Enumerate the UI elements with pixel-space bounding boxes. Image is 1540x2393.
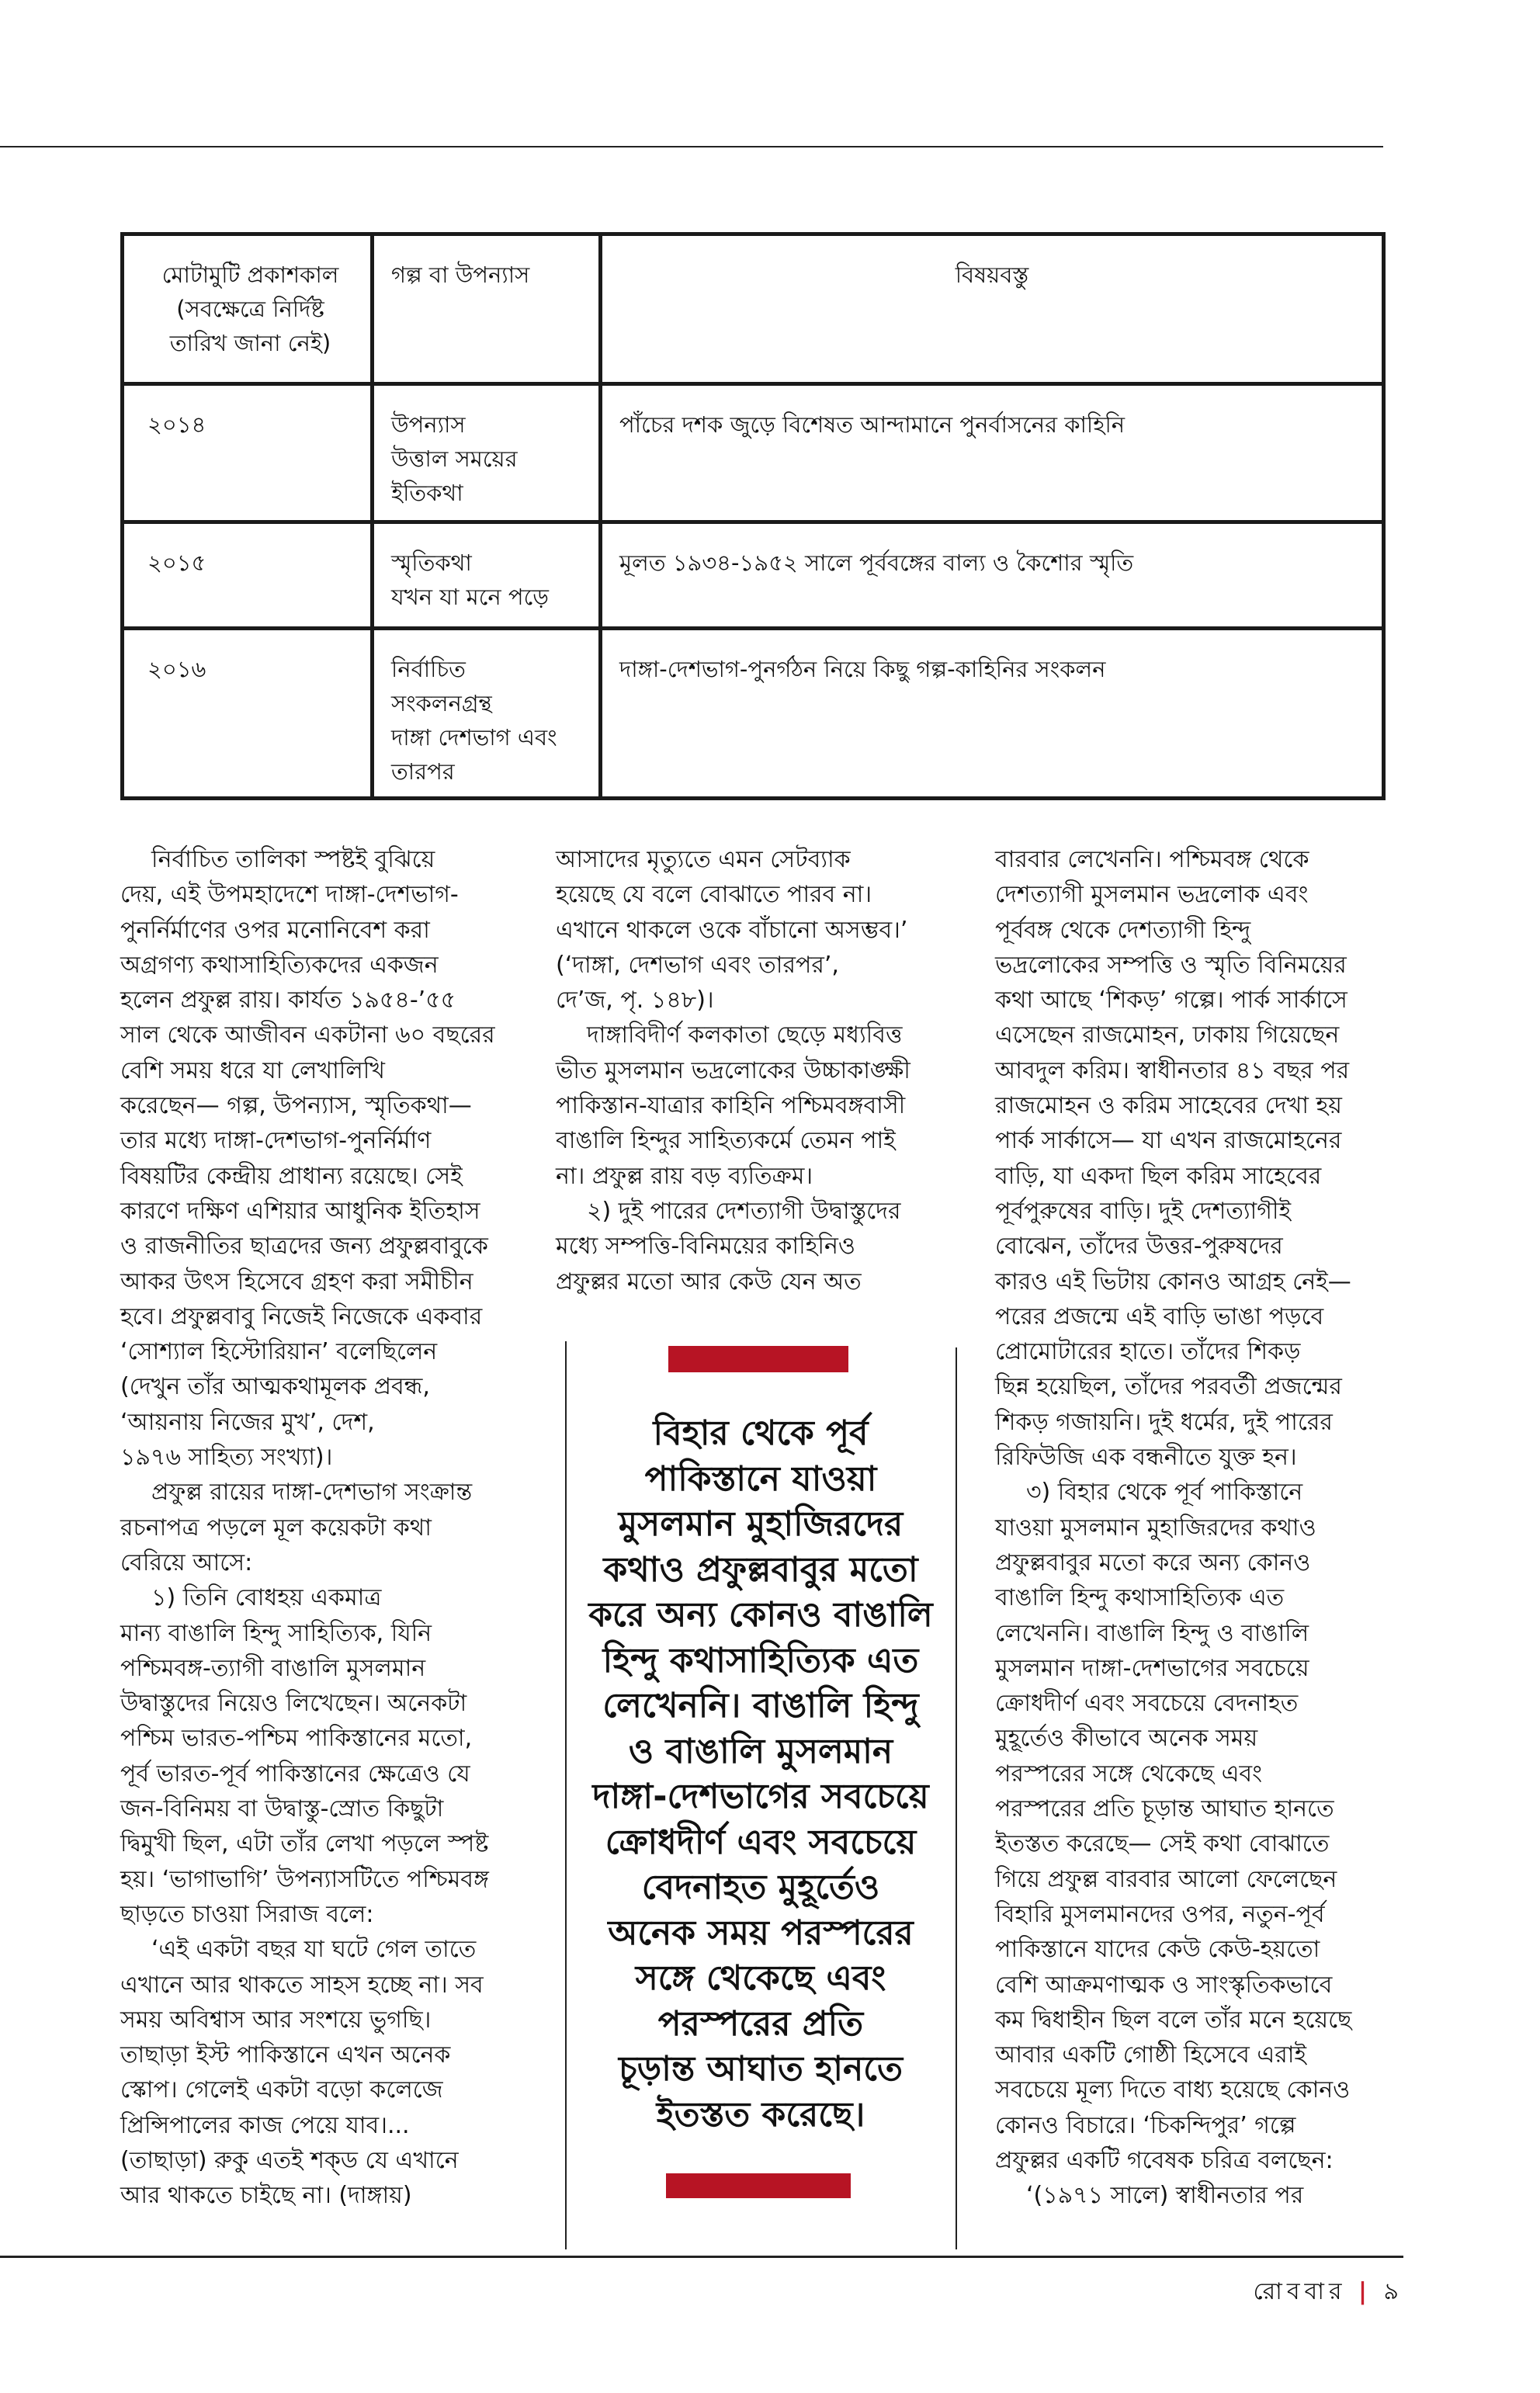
text-line: এখানে থাকলে ওকে বাঁচানো অসম্ভব।’ <box>556 916 908 944</box>
text-line: বিহারি মুসলমানদের ওপর, নতুন-পূর্ব <box>995 1900 1325 1928</box>
header-text: বিষয়বস্তু <box>955 262 1029 288</box>
pull-quote-line: চূড়ান্ত আঘাত হানতে <box>619 2049 903 2089</box>
text-line: প্রফুল্ল রায়ের দাঙ্গা-দেশভাগ সংক্রান্ত <box>151 1479 473 1507</box>
text-line: পাকিস্তানে যাদের কেউ কেউ-হয়তো <box>995 1936 1320 1964</box>
subject-cell: পাঁচের দশক জুড়ে বিশেষত আন্দামানে পুনর্বাসনের কাহিনি <box>601 384 1384 522</box>
work-text: নির্বাচিত <box>391 656 466 682</box>
text-line: প্রোমোটারের হাতে। তাঁদের শিকড় <box>995 1338 1301 1366</box>
text-line: হয়। ‘ভাগাভাগি’ উপন্যাসটিতে পশ্চিমবঙ্গ <box>120 1865 489 1893</box>
text-line: পূর্ববঙ্গ থেকে দেশত্যাগী হিন্দু <box>995 916 1251 944</box>
table-header-row <box>123 234 1384 384</box>
pull-quote-line: মুসলমান মুহাজিরদের <box>618 1504 904 1544</box>
footer-separator: | <box>1358 2278 1372 2305</box>
work-text: উত্তাল সময়ের <box>391 446 518 472</box>
text-line: না। প্রফুল্ল রায় বড় ব্যতিক্রম। <box>556 1162 813 1190</box>
text-line: সাল থেকে আজীবন একটানা ৬০ বছরের <box>120 1021 495 1049</box>
text-line: জন-বিনিময় বা উদ্বাস্তু-স্রোত কিছুটা <box>120 1795 444 1823</box>
pull-quote-top-bar <box>668 1346 848 1372</box>
year-cell: ২০১৪ <box>123 384 373 522</box>
bottom-rule <box>0 2256 1403 2258</box>
work-cell <box>373 522 601 629</box>
text-line: হয়েছে যে বলে বোঝাতে পারব না। <box>556 881 872 909</box>
text-line: দেশত্যাগী মুসলমান ভদ্রলোক এবং <box>995 881 1309 909</box>
text-line: ‘সোশ্যাল হিস্টোরিয়ান’ বলেছিলেন <box>120 1338 438 1366</box>
year-cell: ২০১৫ <box>123 522 373 629</box>
text-line: কারও এই ভিটায় কোনও আগ্রহ নেই— <box>995 1268 1351 1295</box>
text-line: দাঙ্গাবিদীর্ণ কলকাতা ছেড়ে মধ্যবিত্ত <box>587 1021 903 1049</box>
text-line: পার্ক সার্কাসে— যা এখন রাজমোহনের <box>995 1127 1342 1155</box>
text-line: বাড়ি, যা একদা ছিল করিম সাহেবের <box>995 1162 1322 1190</box>
pull-quote-line: হিন্দু কথাসাহিত্যিক এত <box>602 1640 919 1680</box>
text-line: মুসলমান দাঙ্গা-দেশভাগের সবচেয়ে <box>995 1654 1309 1682</box>
page-number: ৯ <box>1383 2278 1403 2305</box>
work-text: স্মৃতিকথা <box>391 550 472 576</box>
pull-quote-line: ও বাঙালি মুসলমান <box>628 1731 893 1771</box>
text-line: (তাছাড়া) রুকু এতই শক্‌ড যে এখানে <box>120 2146 459 2174</box>
text-line: যাওয়া মুসলমান মুহাজিরদের কথাও <box>995 1514 1316 1542</box>
text-line: বেশি আক্রমণাত্মক ও সাংস্কৃতিকভাবে <box>995 1971 1333 1999</box>
header-text: মোটামুটি প্রকাশকাল <box>161 262 339 288</box>
text-line: পুনর্নির্মাণের ওপর মনোনিবেশ করা <box>120 916 430 944</box>
text-line: রচনাপত্র পড়লে মূল কয়েকটা কথা <box>120 1514 432 1542</box>
work-text: ইতিকথা <box>391 480 463 506</box>
text-line: বেশি সময় ধরে যা লেখালিখি <box>120 1056 385 1084</box>
table-row <box>123 522 1384 629</box>
text-line: পরস্পরের সঙ্গে থেকেছে এবং <box>995 1760 1263 1788</box>
text-line: ভীত মুসলমান ভদ্রলোকের উচ্চাকাঙ্ক্ষী <box>556 1056 910 1084</box>
work-cell <box>373 384 601 522</box>
text-line: ১৯৭৬ সাহিত্য সংখ্যা)। <box>120 1444 333 1472</box>
table-row <box>123 384 1384 522</box>
text-line: ৩) বিহার থেকে পূর্ব পাকিস্তানে <box>1026 1479 1303 1507</box>
article-column-2 <box>556 842 928 1299</box>
text-line: পরের প্রজন্মে এই বাড়ি ভাঙা পড়বে <box>995 1302 1324 1330</box>
text-line: মান্য বাঙালি হিন্দু সাহিত্যিক, যিনি <box>120 1619 432 1647</box>
subject-cell: দাঙ্গা-দেশভাগ-পুনর্গঠন নিয়ে কিছু গল্প-কাহিনির সংকলন <box>601 629 1384 799</box>
text-line: গিয়ে প্রফুল্ল বারবার আলো ফেলেছেন <box>995 1865 1337 1893</box>
header-subject <box>601 234 1384 384</box>
article-column-3 <box>995 842 1383 2214</box>
pull-quote-line: ইতস্তত করেছে। <box>656 2094 865 2135</box>
work-text: সংকলনগ্রন্থ <box>391 690 492 716</box>
text-line: করেছেন— গল্প, উপন্যাস, স্মৃতিকথা— <box>120 1092 472 1120</box>
work-text: তারপর <box>391 758 455 785</box>
text-line: আবার একটি গোষ্ঠী হিসেবে এরাই <box>995 2041 1307 2069</box>
text-line: সময় অবিশ্বাস আর সংশয়ে ভুগছি। <box>120 2006 432 2034</box>
text-line: লেখেননি। বাঙালি হিন্দু ও বাঙালি <box>995 1619 1309 1647</box>
text-line: এসেছেন রাজমোহন, ঢাকায় গিয়েছেন <box>995 1021 1340 1049</box>
text-line: (দেখুন তাঁর আত্মকথামূলক প্রবন্ধ, <box>120 1373 430 1401</box>
text-line: ‘আয়নায় নিজের মুখ’, দেশ, <box>120 1408 375 1436</box>
subject-cell: মূলত ১৯৩৪-১৯৫২ সালে পূর্ববঙ্গের বাল্য ও কৈশোর স্মৃতি <box>601 522 1384 629</box>
text-line: পশ্চিমবঙ্গ-ত্যাগী বাঙালি মুসলমান <box>120 1654 426 1682</box>
text-line: ইতস্তত করেছে— সেই কথা বোঝাতে <box>995 1830 1330 1858</box>
text-line: পূর্ব ভারত-পূর্ব পাকিস্তানের ক্ষেত্রেও যে <box>120 1760 470 1788</box>
text-line: সবচেয়ে মূল্য দিতে বাধ্য হয়েছে কোনও <box>995 2076 1351 2104</box>
text-line: তাছাড়া ইস্ট পাকিস্তানে এখন অনেক <box>120 2041 451 2069</box>
text-line: ১) তিনি বোধহয় একমাত্র <box>151 1584 382 1612</box>
column-divider-right <box>956 1347 957 2249</box>
text-line: পাকিস্তান-যাত্রার কাহিনি পশ্চিমবঙ্গবাসী <box>556 1092 906 1120</box>
text-line: ছাড়তে চাওয়া সিরাজ বলে: <box>120 1900 374 1928</box>
text-line: কারণে দক্ষিণ এশিয়ার আধুনিক ইতিহাস <box>120 1197 480 1225</box>
pull-quote-line: পাকিস্তানে যাওয়া <box>644 1458 877 1499</box>
text-line: কম দ্বিধাহীন ছিল বলে তাঁর মনে হয়েছে <box>995 2006 1352 2034</box>
magazine-name: রোববার <box>1253 2278 1347 2305</box>
text-line: ক্রোধদীর্ণ এবং সবচেয়ে বেদনাহত <box>995 1690 1299 1718</box>
text-line: কথা আছে ‘শিকড়’ গল্পে। পার্ক সার্কাসে <box>995 987 1348 1014</box>
text-line: রাজমোহন ও করিম সাহেবের দেখা হয় <box>995 1092 1342 1120</box>
year-cell: ২০১৬ <box>123 629 373 799</box>
pull-quote-line: সঙ্গে থেকেছে এবং <box>635 1958 886 1998</box>
text-line: হবে। প্রফুল্লবাবু নিজেই নিজেকে একবার <box>120 1302 483 1330</box>
text-line: আর থাকতে চাইছে না। (দাঙ্গায়) <box>120 2182 412 2210</box>
header-text: গল্প বা উপন্যাস <box>391 262 530 288</box>
text-line: ‘এই একটা বছর যা ঘটে গেল তাতে <box>151 1936 477 1964</box>
top-rule <box>0 146 1383 147</box>
text-line: বোঝেন, তাঁদের উত্তর-পুরুষদের <box>995 1233 1283 1261</box>
text-line: বাঙালি হিন্দুর সাহিত্যকর্মে তেমন পাই <box>556 1127 896 1155</box>
text-line: স্কোপ। গেলেই একটা বড়ো কলেজে <box>120 2076 443 2104</box>
text-line: প্রিন্সিপালের কাজ পেয়ে যাব।... <box>120 2111 410 2139</box>
pull-quote-line: বিহার থেকে পূর্ব <box>653 1413 869 1453</box>
header-work <box>373 234 601 384</box>
column-divider-left <box>565 1341 567 2249</box>
work-cell <box>373 629 601 799</box>
text-line: বিষয়টির কেন্দ্রীয় প্রাধান্য রয়েছে। সেই <box>120 1162 463 1190</box>
text-line: রিফিউজি এক বন্ধনীতে যুক্ত হন। <box>995 1444 1297 1472</box>
pull-quote-bottom-bar <box>666 2173 851 2198</box>
text-line: এখানে আর থাকতে সাহস হচ্ছে না। সব <box>120 1971 484 1999</box>
text-line: মুহূর্তেও কীভাবে অনেক সময় <box>995 1725 1258 1753</box>
text-line: পরস্পরের প্রতি চূড়ান্ত আঘাত হানতে <box>995 1795 1334 1823</box>
text-line: (‘দাঙ্গা, দেশভাগ এবং তারপর’, <box>556 951 839 979</box>
text-line: ২) দুই পারের দেশত্যাগী উদ্বাস্তুদের <box>587 1197 901 1225</box>
text-line: প্রফুল্লবাবুর মতো করে অন্য কোনও <box>995 1549 1311 1576</box>
article-column-1 <box>120 842 508 2214</box>
text-line: কোনও বিচারে। ‘চিকন্দিপুর’ গল্পে <box>995 2111 1296 2139</box>
text-line: প্রফুল্লর মতো আর কেউ যেন অত <box>556 1268 862 1295</box>
page-footer <box>1253 2273 1403 2312</box>
table-row <box>123 629 1384 799</box>
text-line: দে’জ, পৃ. ১৪৮)। <box>556 987 714 1014</box>
pull-quote-line: বেদনাহত মুহূর্তেও <box>641 1868 880 1907</box>
text-line: নির্বাচিত তালিকা স্পষ্টই বুঝিয়ে <box>151 846 435 873</box>
pull-quote-line: কথাও প্রফুল্লবাবুর মতো <box>603 1549 918 1590</box>
header-publication-period <box>123 234 373 384</box>
text-line: বেরিয়ে আসে: <box>120 1549 253 1576</box>
publication-table <box>120 232 1386 800</box>
work-text: দাঙ্গা দেশভাগ এবং <box>391 724 557 751</box>
text-line: দ্বিমুখী ছিল, এটা তাঁর লেখা পড়লে স্পষ্ট <box>120 1830 489 1858</box>
pull-quote-line: ক্রোধদীর্ণ এবং সবচেয়ে <box>605 1822 917 1862</box>
text-line: বারবার লেখেননি। পশ্চিমবঙ্গ থেকে <box>995 846 1309 873</box>
header-text: তারিখ জানা নেই) <box>169 330 331 356</box>
text-line: তার মধ্যে দাঙ্গা-দেশভাগ-পুনর্নির্মাণ <box>120 1127 432 1155</box>
text-line: মধ্যে সম্পত্তি-বিনিময়ের কাহিনিও <box>556 1233 855 1261</box>
header-text: (সবক্ষেত্রে নির্দিষ্ট <box>176 296 324 322</box>
text-line: পূর্বপুরুষের বাড়ি। দুই দেশত্যাগীই <box>995 1197 1292 1225</box>
text-line: অগ্রগণ্য কথাসাহিত্যিকদের একজন <box>120 951 439 979</box>
pull-quote-line: লেখেননি। বাঙালি হিন্দু <box>602 1686 919 1725</box>
work-text: যখন যা মনে পড়ে <box>391 584 549 610</box>
text-line: আবদুল করিম। স্বাধীনতার ৪১ বছর পর <box>995 1056 1350 1084</box>
text-line: প্রফুল্লর একটি গবেষক চরিত্র বলছেন: <box>995 2146 1334 2174</box>
text-line: আসাদের মৃত্যুতে এমন সেটব্যাক <box>556 846 851 873</box>
text-line: ছিন্ন হয়েছিল, তাঁদের পরবর্তী প্রজন্মের <box>995 1373 1342 1401</box>
work-text: উপন্যাস <box>391 411 466 438</box>
text-line: হলেন প্রফুল্ল রায়। কার্যত ১৯৫৪-’৫৫ <box>120 987 456 1014</box>
text-line: আকর উৎস হিসেবে গ্রহণ করা সমীচীন <box>120 1268 473 1295</box>
pull-quote-line: পরস্পরের প্রতি <box>657 2003 864 2044</box>
text-line: ভদ্রলোকের সম্পত্তি ও স্মৃতি বিনিময়ের <box>995 951 1347 979</box>
text-line: বাঙালি হিন্দু কথাসাহিত্যিক এত <box>995 1584 1285 1612</box>
text-line: শিকড় গজায়নি। দুই ধর্মের, দুই পারের <box>995 1408 1333 1436</box>
pull-quote-line: করে অন্য কোনও বাঙালি <box>588 1595 933 1635</box>
text-line: দেয়, এই উপমহাদেশে দাঙ্গা-দেশভাগ- <box>120 881 459 909</box>
text-line: উদ্বাস্তুদের নিয়েও লিখেছেন। অনেকটা <box>120 1690 467 1718</box>
text-line: ও রাজনীতির ছাত্রদের জন্য প্রফুল্লবাবুকে <box>120 1233 488 1261</box>
text-line: ‘(১৯৭১ সালে) স্বাধীনতার পর <box>1026 2182 1304 2210</box>
pull-quote <box>571 1411 951 2138</box>
pull-quote-line: দাঙ্গা-দেশভাগের সবচেয়ে <box>592 1777 929 1816</box>
text-line: পশ্চিম ভারত-পশ্চিম পাকিস্তানের মতো, <box>120 1725 473 1753</box>
pull-quote-line: অনেক সময় পরস্পরের <box>608 1913 914 1953</box>
